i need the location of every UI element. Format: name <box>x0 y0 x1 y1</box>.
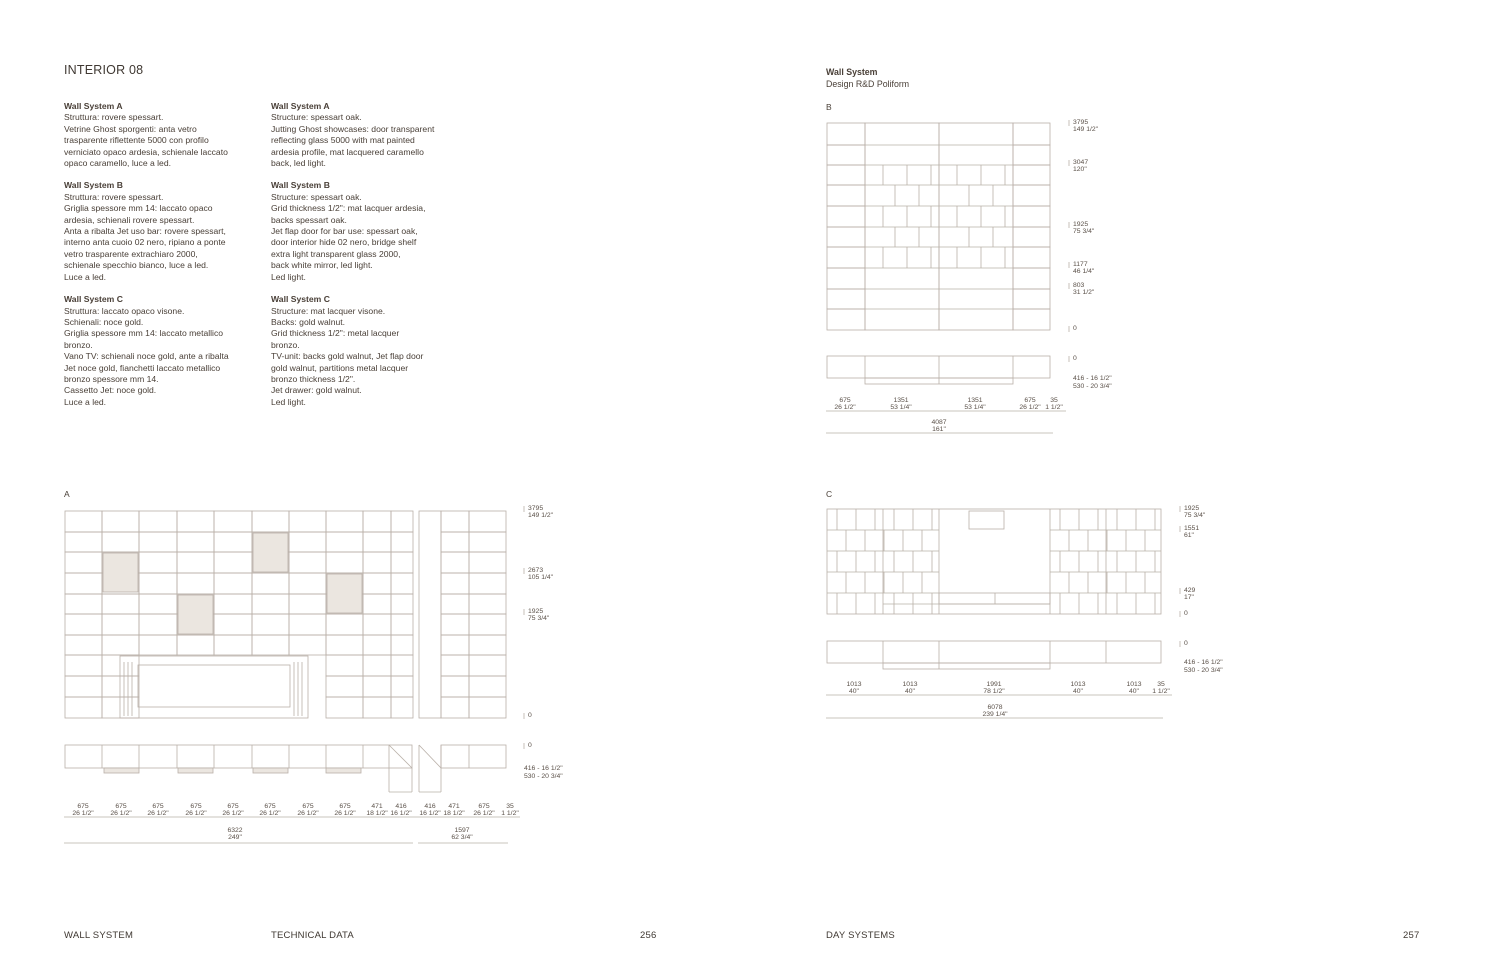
c-total-in: 239 1/4" <box>982 711 1008 718</box>
shelf-cell <box>827 247 865 268</box>
b-depth-in: 530 - 20 3/4" <box>1073 383 1112 390</box>
shelf-cell <box>326 655 363 676</box>
shelf-cell <box>469 532 506 552</box>
shelf-cell <box>289 573 326 594</box>
b-width-mm: 1351 <box>967 397 983 404</box>
plan-outline <box>827 641 1161 663</box>
spec-line: Jet drawer: gold walnut. <box>271 385 362 396</box>
b-width-in: 26 1/2" <box>834 404 856 411</box>
spec-line: extra light transparent glass 2000, <box>271 248 401 259</box>
a-height-mm: 1925 <box>528 608 544 615</box>
spec-line: back white mirror, led light. <box>271 260 373 271</box>
b-height-mm: 0 <box>1073 325 1077 332</box>
shelf-cell <box>102 614 139 635</box>
b-height-mm: 1177 <box>1073 261 1088 268</box>
a-width-in: 26 1/2" <box>473 810 495 817</box>
a-width-in: 16 1/2" <box>419 810 441 817</box>
c-width-in: 40" <box>849 688 859 695</box>
c-height-mm: 0 <box>1184 610 1188 617</box>
a-width-mm: 471 <box>448 803 460 810</box>
c-depth-mm: 416 - 16 1/2" <box>1184 659 1223 666</box>
plan-outline <box>65 745 412 768</box>
c-height-in: 17" <box>1184 594 1194 601</box>
shelf-cell <box>139 614 177 635</box>
shelf-cell <box>326 532 363 552</box>
shelf-cell <box>1013 227 1050 247</box>
spec-heading: Wall System A <box>64 101 123 111</box>
shelf-cell <box>326 676 363 697</box>
shelf-cell <box>326 614 363 635</box>
shelf-cell <box>391 614 413 635</box>
b-height-in: 75 3/4" <box>1073 228 1095 235</box>
a-width-in: 26 1/2" <box>222 810 244 817</box>
ghost-showcase <box>327 574 362 613</box>
shelf-cell <box>139 532 177 552</box>
shelf-cell <box>363 614 391 635</box>
shelf-cell <box>827 123 865 145</box>
shelf-cell <box>289 552 326 573</box>
shelf-cell <box>363 655 391 676</box>
c-width-in: 40" <box>1073 688 1083 695</box>
b-depth-mm: 0 <box>1073 355 1077 362</box>
spec-heading: Wall System A <box>271 101 330 111</box>
a-width-mm: 675 <box>190 803 202 810</box>
shelf-cell <box>139 573 177 594</box>
ghost-showcase <box>253 533 288 572</box>
c-width-mm: 1013 <box>902 681 918 688</box>
shelf-cell <box>441 635 469 655</box>
shelf-cell <box>102 594 139 614</box>
shelf-cell <box>1013 145 1050 165</box>
shelf-cell <box>391 635 413 655</box>
c-width-in: 1 1/2" <box>1152 688 1170 695</box>
footer-section-right: DAY SYSTEMS <box>826 930 895 941</box>
shelf-cell <box>469 697 506 718</box>
b-width-in: 53 1/4" <box>964 404 986 411</box>
shelf-cell <box>391 573 413 594</box>
spec-line: Vano TV: schienali noce gold, ante a ribalta <box>64 351 229 362</box>
shelf-cell <box>469 676 506 697</box>
shelf-cell <box>391 511 413 532</box>
b-width-mm: 675 <box>1024 397 1036 404</box>
a-width-in: 26 1/2" <box>110 810 132 817</box>
a-width-mm: 675 <box>264 803 276 810</box>
shelf-cell <box>289 594 326 614</box>
shelf-cell <box>469 635 506 655</box>
plan-outline <box>441 745 506 768</box>
spec-line: ardesia, schienali rovere spessart. <box>64 214 195 225</box>
shelf-cell <box>177 532 214 552</box>
c-depth-in: 530 - 20 3/4" <box>1184 667 1223 674</box>
spec-line: backs spessart oak. <box>271 214 347 225</box>
spec-line: verniciato opaco ardesia, schienale laccato <box>64 146 228 157</box>
shelf-cell <box>289 511 326 532</box>
c-depth-mm: 0 <box>1184 640 1188 647</box>
spec-line: bronzo. <box>271 339 300 350</box>
a-width-mm: 675 <box>478 803 490 810</box>
shelf-cell <box>214 552 252 573</box>
c-height-in: 75 3/4" <box>1184 512 1206 519</box>
a-width-mm: 675 <box>115 803 127 810</box>
shelf-cell <box>252 594 289 614</box>
a-width-in: 18 1/2" <box>366 810 388 817</box>
plan-showcase <box>326 768 361 773</box>
plan-outline <box>827 356 1050 378</box>
shelf-cell <box>214 573 252 594</box>
spec-line: Structure: mat lacquer visone. <box>271 305 386 316</box>
spec-line: Backs: gold walnut. <box>271 316 346 327</box>
shelf-cell <box>441 614 469 635</box>
shelf-cell <box>469 552 506 573</box>
a-height-mm: 3795 <box>528 505 544 512</box>
a-width-in: 26 1/2" <box>147 810 169 817</box>
c-width-in: 40" <box>1129 688 1139 695</box>
spec-line: bronzo spessore mm 14. <box>64 373 159 384</box>
diagram-c-label: C <box>826 489 833 499</box>
c-height-in: 61" <box>1184 532 1194 539</box>
shelf-cell <box>391 594 413 614</box>
diagram-a-label: A <box>64 489 70 499</box>
b-height-mm: 803 <box>1073 282 1085 289</box>
shelf-cell <box>827 268 865 289</box>
shelf-cell <box>139 594 177 614</box>
shelf-cell <box>827 206 865 227</box>
shelf-cell <box>1013 165 1050 185</box>
c-width-in: 78 1/2" <box>983 688 1005 695</box>
shelf-cell <box>441 511 469 532</box>
shelf-cell <box>102 655 139 676</box>
b-height-in: 46 1/4" <box>1073 268 1095 275</box>
a-width-in: 1 1/2" <box>501 810 519 817</box>
spec-line: Jet noce gold, fianchetti laccato metallico <box>64 362 221 373</box>
shelf-cell <box>65 594 102 614</box>
spec-line: Vetrine Ghost sporgenti: anta vetro <box>64 123 197 134</box>
c-width-in: 40" <box>905 688 915 695</box>
b-width-in: 1 1/2" <box>1045 404 1063 411</box>
spec-line: gold walnut, partitions metal lacquer <box>271 362 409 373</box>
shelf-cell <box>363 552 391 573</box>
spec-line: bronzo. <box>64 339 93 350</box>
tv-top-cell <box>969 511 1004 529</box>
shelf-cell <box>827 165 865 185</box>
spec-line: Jet flap door for bar use: spessart oak, <box>271 226 418 237</box>
shelf-cell <box>65 552 102 573</box>
spec-line: Structure: spessart oak. <box>271 112 362 123</box>
spec-line: schienale specchio bianco, luce a led. <box>64 260 209 271</box>
a-width-mm: 416 <box>395 803 407 810</box>
shelf-cell <box>391 697 413 718</box>
a-depth-mm: 416 - 16 1/2" <box>524 765 563 772</box>
b-height-in: 149 1/2" <box>1073 126 1099 133</box>
spec-line: Griglia spessore mm 14: laccato metallico <box>64 328 224 339</box>
spec-line: back, led light. <box>271 158 326 169</box>
spec-line: Griglia spessore mm 14: laccato opaco <box>64 203 213 214</box>
b-height-mm: 1925 <box>1073 221 1089 228</box>
a-width-mm: 35 <box>506 803 514 810</box>
b-width-in: 53 1/4" <box>890 404 912 411</box>
spec-line: Jutting Ghost showcases: door transparent <box>271 123 435 134</box>
shelf-cell <box>1013 185 1050 206</box>
shelf-cell <box>102 635 139 655</box>
c-height-mm: 1551 <box>1184 525 1200 532</box>
shelf-cell <box>139 511 177 532</box>
a-width-in: 26 1/2" <box>334 810 356 817</box>
shelf-cell <box>363 594 391 614</box>
ghost-showcase <box>103 553 138 592</box>
shelf-cell <box>214 511 252 532</box>
shelf-cell <box>363 676 391 697</box>
shelf-cell <box>441 594 469 614</box>
a-width-in: 26 1/2" <box>185 810 207 817</box>
b-height-in: 31 1/2" <box>1073 289 1095 296</box>
shelf-cell <box>214 614 252 635</box>
page-number-left: 256 <box>640 930 657 941</box>
a-total-mm: 6322 <box>227 827 243 834</box>
spec-line: reflecting glass 5000 with mat painted <box>271 135 415 146</box>
spec-line: Struttura: rovere spessart. <box>64 191 164 202</box>
shelf-cell <box>1013 206 1050 227</box>
c-height-mm: 1925 <box>1184 505 1200 512</box>
a-width-mm: 471 <box>371 803 383 810</box>
plan-showcase <box>104 768 139 773</box>
spec-line: Luce a led. <box>64 271 107 282</box>
b-width-mm: 1351 <box>893 397 909 404</box>
shelf-cell <box>1013 309 1050 330</box>
shelf-cell <box>363 573 391 594</box>
shelf-cell <box>252 635 289 655</box>
shelf-cell <box>326 697 363 718</box>
a-width-mm: 675 <box>339 803 351 810</box>
a-total-in: 62 3/4" <box>451 834 473 841</box>
a-width-in: 26 1/2" <box>259 810 281 817</box>
spec-line: Struttura: laccato opaco visone. <box>64 305 185 316</box>
spec-line: Led light. <box>271 396 306 407</box>
shelf-cell <box>65 635 102 655</box>
shelf-cell <box>102 697 139 718</box>
b-width-in: 26 1/2" <box>1019 404 1041 411</box>
spec-line: ardesia profile, mat lacquered caramello <box>271 146 424 157</box>
wall-system-title: Wall System <box>826 67 878 77</box>
spec-line: Anta a ribalta Jet uso bar: rovere spessart, <box>64 226 226 237</box>
a-width-mm: 675 <box>152 803 164 810</box>
b-height-mm: 3795 <box>1073 119 1089 126</box>
a-height-mm: 0 <box>528 712 532 719</box>
shelf-cell <box>363 697 391 718</box>
shelf-cell <box>65 532 102 552</box>
c-width-mm: 1991 <box>986 681 1002 688</box>
shelf-cell <box>102 532 139 552</box>
shelf-cell <box>326 635 363 655</box>
spec-line: TV-unit: backs gold walnut, Jet flap door <box>271 351 424 362</box>
shelf-cell <box>391 676 413 697</box>
shelf-cell <box>441 697 469 718</box>
shelf-cell <box>827 309 865 330</box>
shelf-cell <box>177 511 214 532</box>
a-height-mm: 2673 <box>528 567 544 574</box>
spec-line: Struttura: rovere spessart. <box>64 112 164 123</box>
shelf-cell <box>177 552 214 573</box>
a-depth-in: 530 - 20 3/4" <box>524 773 563 780</box>
shelf-cell <box>363 635 391 655</box>
shelf-cell <box>289 614 326 635</box>
shelf-cell <box>102 511 139 532</box>
c-width-mm: 1013 <box>846 681 862 688</box>
shelf-cell <box>469 594 506 614</box>
a-width-in: 18 1/2" <box>443 810 465 817</box>
shelf-cell <box>252 614 289 635</box>
c-height-mm: 429 <box>1184 587 1196 594</box>
plan-bridge <box>883 663 1050 669</box>
spec-line: Structure: spessart oak. <box>271 191 362 202</box>
plan-corner <box>389 745 412 768</box>
a-width-in: 26 1/2" <box>297 810 319 817</box>
spec-line: interno anta cuoio 02 nero, ripiano a ponte <box>64 237 226 248</box>
shelf-cell <box>252 573 289 594</box>
shelf-cell <box>469 655 506 676</box>
footer-section-left: WALL SYSTEM <box>64 930 134 941</box>
spec-line: trasparente riflettente 5000 con profilo <box>64 135 209 146</box>
spec-heading: Wall System B <box>64 180 123 191</box>
shelf-cell <box>441 573 469 594</box>
shelf-cell <box>177 635 214 655</box>
a-width-in: 16 1/2" <box>390 810 412 817</box>
shelf-cell <box>469 573 506 594</box>
shelf-cell <box>139 635 177 655</box>
shelf-cell <box>289 532 326 552</box>
c-total-mm: 6078 <box>987 704 1003 711</box>
a-width-mm: 675 <box>227 803 239 810</box>
a-depth-mm: 0 <box>528 742 532 749</box>
a-total-mm: 1597 <box>454 827 470 834</box>
shelf-cell <box>252 511 289 532</box>
spec-line: Schienali: noce gold. <box>64 316 144 327</box>
b-total-mm: 4087 <box>931 419 947 426</box>
spec-line: Grid thickness 1/2": mat lacquer ardesia, <box>271 203 426 214</box>
shelf-cell <box>65 573 102 594</box>
shelf-cell <box>1013 289 1050 309</box>
spec-heading: Wall System C <box>271 294 330 305</box>
shelf-cell <box>1013 268 1050 289</box>
b-width-mm: 675 <box>839 397 851 404</box>
shelf-cell <box>441 655 469 676</box>
spec-line: vetro trasparente extrachiaro 2000, <box>64 248 198 259</box>
b-height-in: 120" <box>1073 166 1087 173</box>
grid-frame <box>865 123 939 330</box>
spec-heading: Wall System C <box>64 294 123 305</box>
page-title: INTERIOR 08 <box>64 63 144 77</box>
spec-line: Cassetto Jet: noce gold. <box>64 385 157 396</box>
a-width-mm: 675 <box>77 803 89 810</box>
shelf-cell <box>363 511 391 532</box>
a-width-mm: 675 <box>302 803 314 810</box>
shelf-cell <box>1013 247 1050 268</box>
shelf-cell <box>441 532 469 552</box>
shelf-cell <box>214 594 252 614</box>
spec-line: Led light. <box>271 271 306 282</box>
shelf-cell <box>1013 123 1050 145</box>
shelf-cell <box>827 145 865 165</box>
shelf-cell <box>326 552 363 573</box>
page-number-right: 257 <box>1403 930 1420 941</box>
shelf-cell <box>827 289 865 309</box>
a-width-in: 26 1/2" <box>72 810 94 817</box>
spec-line: bronzo thickness 1/2". <box>271 373 356 384</box>
shelf-cell <box>391 655 413 676</box>
shelf-cell <box>391 552 413 573</box>
shelf-cell <box>326 511 363 532</box>
wall-system-design-credit: Design R&D Poliform <box>826 79 910 89</box>
ghost-showcase <box>178 595 213 634</box>
shelf-cell <box>441 552 469 573</box>
b-depth-mm: 416 - 16 1/2" <box>1073 375 1112 382</box>
footer-subsection-left: TECHNICAL DATA <box>271 930 354 941</box>
spec-heading: Wall System B <box>271 180 330 191</box>
shelf-cell <box>65 697 102 718</box>
a-height-in: 105 1/4" <box>528 574 554 581</box>
shelf-cell <box>363 532 391 552</box>
shelf-cell <box>289 635 326 655</box>
b-width-mm: 35 <box>1050 397 1058 404</box>
shelf-cell <box>139 552 177 573</box>
tv-unit-opening <box>138 665 290 707</box>
side-panel <box>419 511 441 718</box>
plan-showcase <box>178 768 213 773</box>
shelf-cell <box>827 185 865 206</box>
spec-line: door interior hide 02 nero, bridge shelf <box>271 237 417 248</box>
b-height-mm: 3047 <box>1073 159 1089 166</box>
grid-frame <box>939 123 1013 330</box>
shelf-cell <box>214 532 252 552</box>
grid-frame <box>827 509 1161 614</box>
shelf-cell <box>65 676 102 697</box>
c-width-mm: 35 <box>1157 681 1165 688</box>
shelf-cell <box>391 532 413 552</box>
shelf-cell <box>214 635 252 655</box>
shelf-cell <box>65 655 102 676</box>
shelf-cell <box>102 676 139 697</box>
shelf-cell <box>65 511 102 532</box>
shelf-cell <box>177 573 214 594</box>
c-width-mm: 1013 <box>1070 681 1086 688</box>
shelf-cell <box>441 676 469 697</box>
plan-corner <box>419 745 441 768</box>
tv-flap-door <box>939 593 1050 604</box>
shelf-cell <box>827 227 865 247</box>
shelf-cell <box>65 614 102 635</box>
c-width-mm: 1013 <box>1126 681 1142 688</box>
a-height-in: 149 1/2" <box>528 512 554 519</box>
a-width-mm: 416 <box>424 803 436 810</box>
shelf-cell <box>469 511 506 532</box>
a-height-in: 75 3/4" <box>528 615 550 622</box>
spec-line: opaco caramello, luce a led. <box>64 158 172 169</box>
diagram-b-label: B <box>826 102 832 112</box>
shelf-cell <box>469 614 506 635</box>
spec-line: Luce a led. <box>64 396 107 407</box>
spec-line: Grid thickness 1/2": metal lacquer <box>271 328 400 339</box>
a-total-in: 249" <box>228 834 242 841</box>
plan-showcase <box>253 768 288 773</box>
b-total-in: 161" <box>932 426 946 433</box>
